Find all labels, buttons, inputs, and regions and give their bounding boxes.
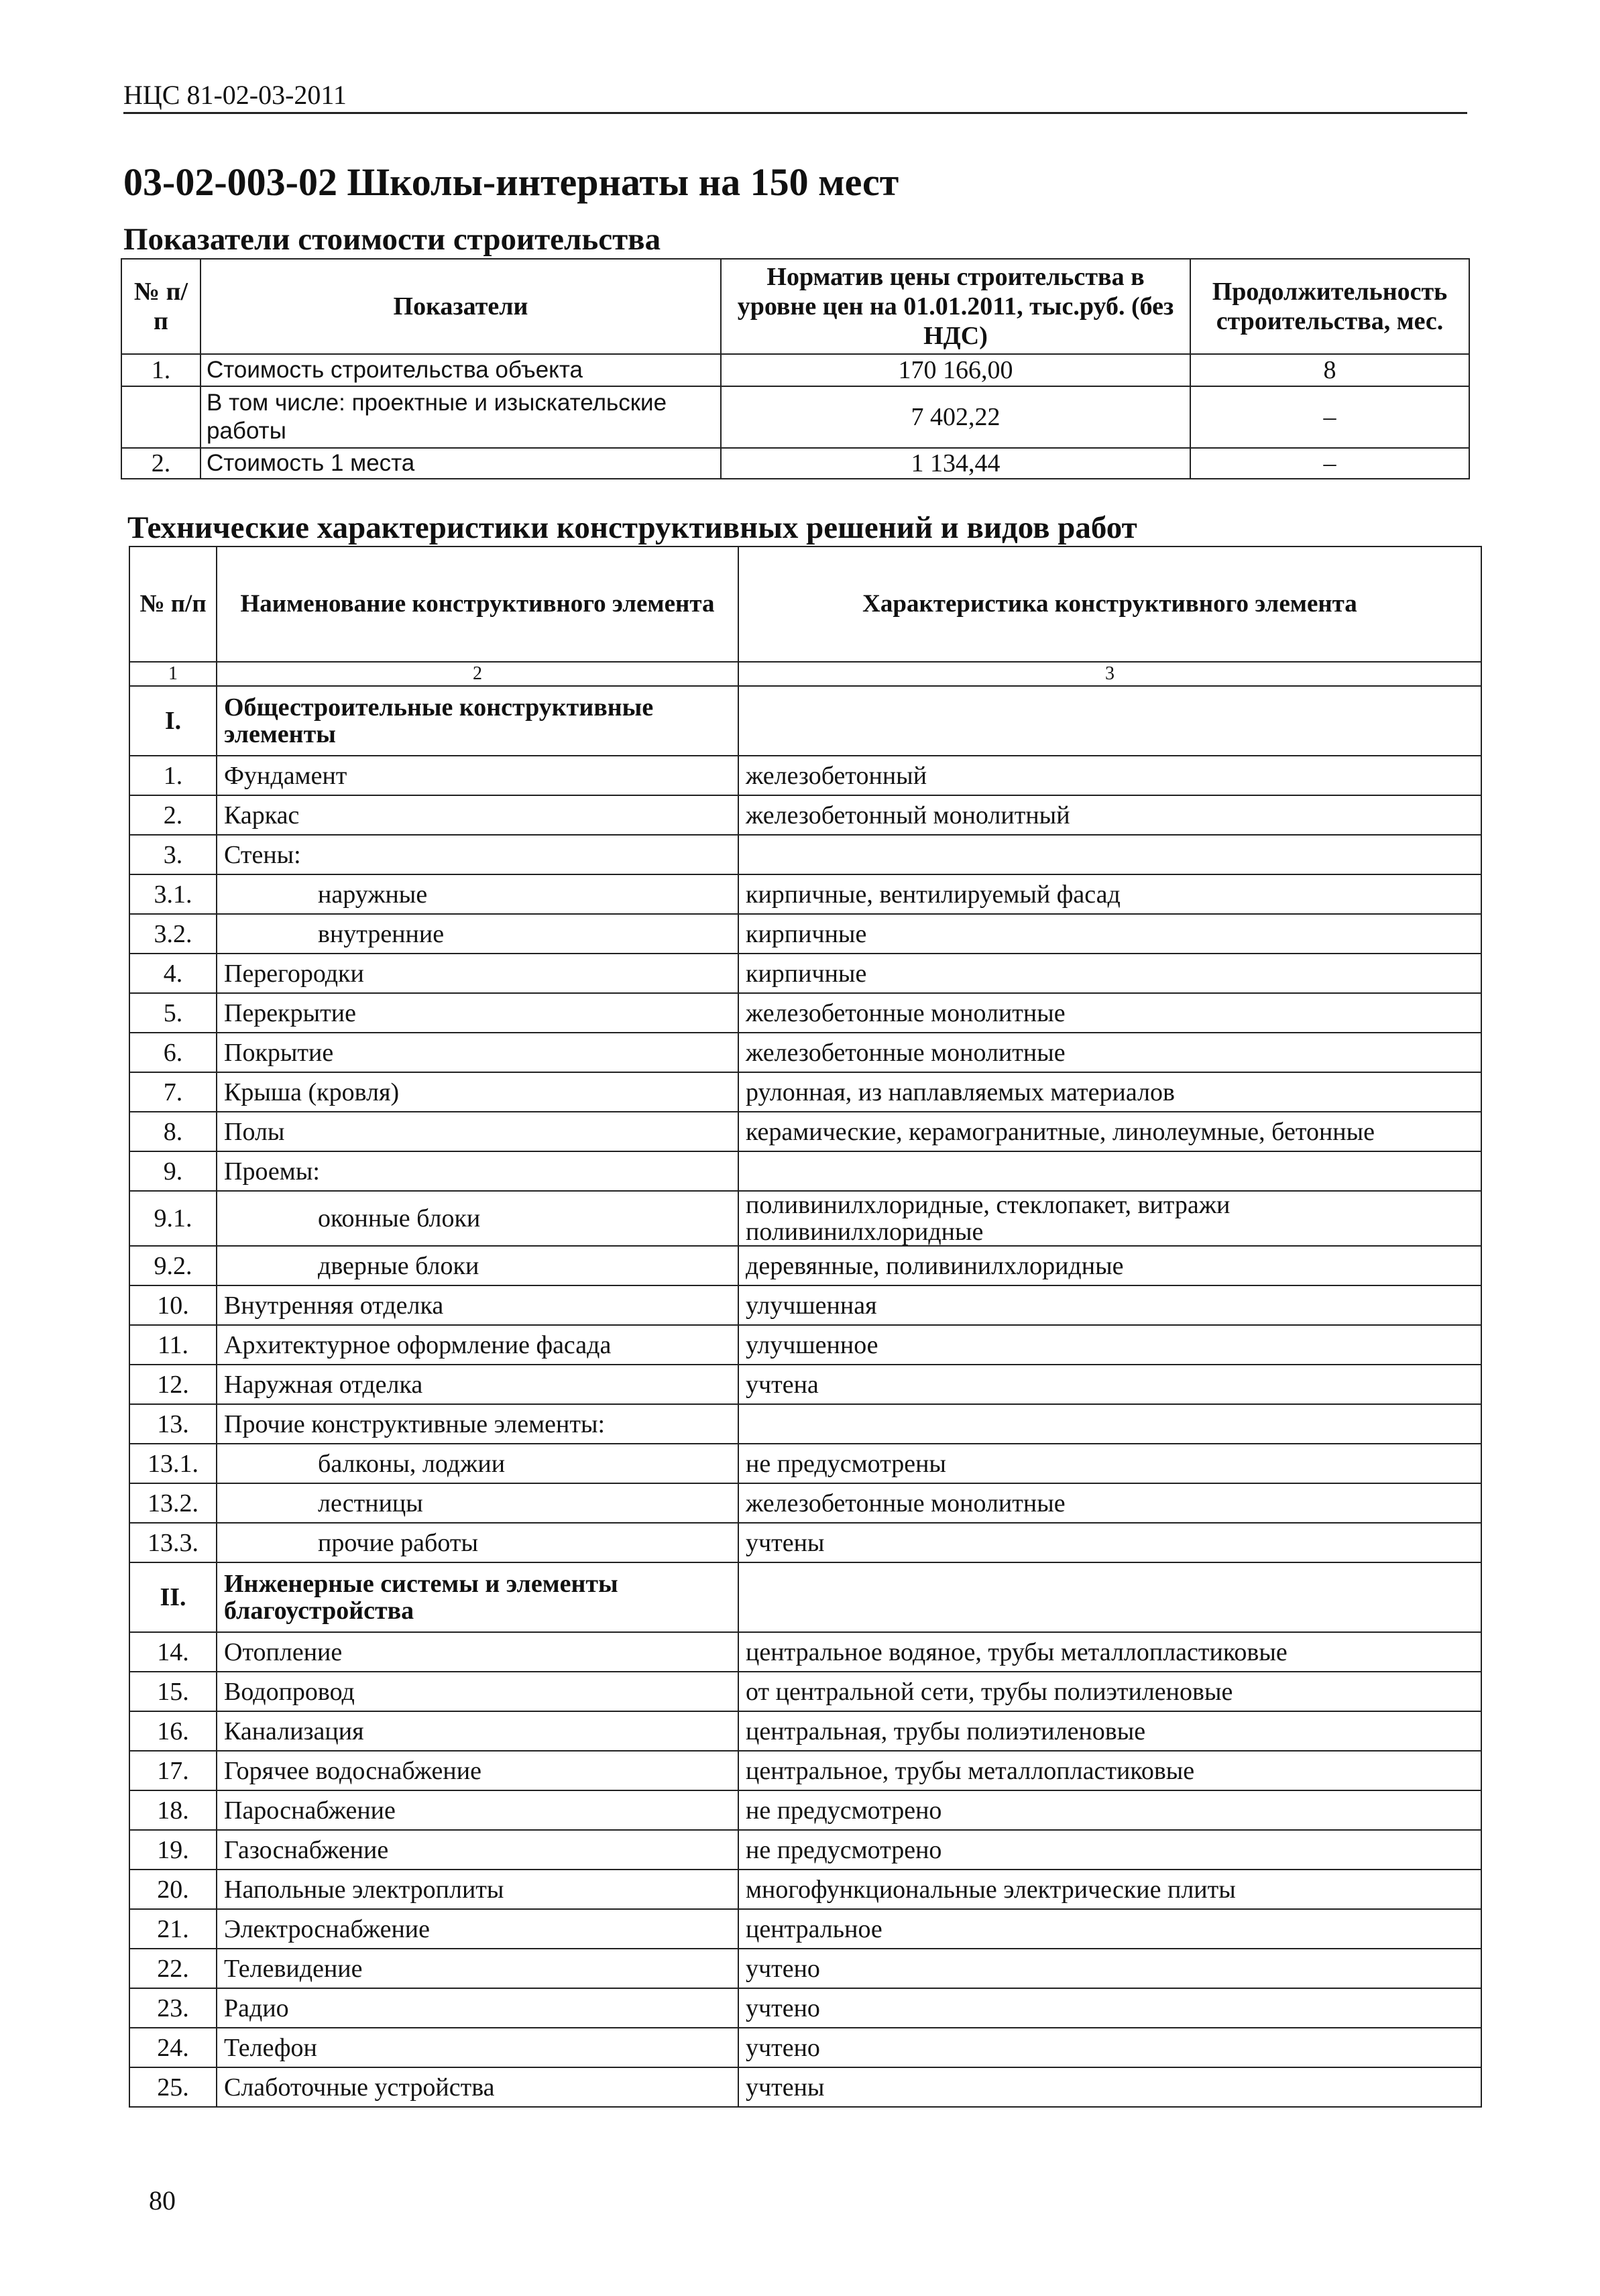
row-number: 13.1. bbox=[129, 1444, 217, 1483]
tech-col-name-header: Наименование конструктивного элемента bbox=[217, 547, 738, 662]
tech-table bbox=[129, 546, 1482, 2108]
table-row bbox=[129, 954, 1481, 993]
element-characteristic: учтена bbox=[738, 1365, 1481, 1404]
cost-table-row bbox=[121, 386, 1469, 448]
row-number: 22. bbox=[129, 1949, 217, 1988]
table-row bbox=[129, 1246, 1481, 1285]
row-number: II. bbox=[129, 1562, 217, 1632]
cost-section-title: Показатели стоимости строительства bbox=[123, 222, 661, 257]
table-row bbox=[129, 1444, 1481, 1483]
indicator-label: Стоимость 1 места bbox=[201, 448, 721, 479]
duration-value: – bbox=[1190, 448, 1469, 479]
element-characteristic bbox=[738, 686, 1481, 756]
table-row bbox=[129, 1483, 1481, 1523]
tech-col-num-header: № п/п bbox=[129, 547, 217, 662]
row-number: 8. bbox=[129, 1112, 217, 1151]
row-number: 1. bbox=[121, 354, 201, 386]
element-name: Водопровод bbox=[217, 1672, 738, 1711]
page-title: 03-02-003-02 Школы-интернаты на 150 мест bbox=[123, 160, 899, 204]
element-characteristic bbox=[738, 835, 1481, 874]
row-number: 10. bbox=[129, 1285, 217, 1325]
row-number: 13.3. bbox=[129, 1523, 217, 1562]
table-row bbox=[129, 2028, 1481, 2067]
table-row bbox=[129, 1632, 1481, 1672]
table-row bbox=[129, 1790, 1481, 1830]
element-characteristic: деревянные, поливинилхлоридные bbox=[738, 1246, 1481, 1285]
element-name: Канализация bbox=[217, 1711, 738, 1751]
column-number: 3 bbox=[738, 662, 1481, 686]
row-number: 18. bbox=[129, 1790, 217, 1830]
indicator-label: Стоимость строительства объекта bbox=[201, 354, 721, 386]
element-name: Телефон bbox=[217, 2028, 738, 2067]
element-name: лестницы bbox=[217, 1483, 738, 1523]
tech-column-numbers bbox=[129, 662, 1481, 686]
row-number: 5. bbox=[129, 993, 217, 1033]
row-number: 11. bbox=[129, 1325, 217, 1365]
element-name: Полы bbox=[217, 1112, 738, 1151]
element-characteristic: кирпичные, вентилируемый фасад bbox=[738, 874, 1481, 914]
element-name: Электроснабжение bbox=[217, 1909, 738, 1949]
row-number: 3.1. bbox=[129, 874, 217, 914]
row-number: 9. bbox=[129, 1151, 217, 1191]
element-characteristic: железобетонный монолитный bbox=[738, 795, 1481, 835]
table-row bbox=[129, 874, 1481, 914]
row-number: 24. bbox=[129, 2028, 217, 2067]
row-number: 3.2. bbox=[129, 914, 217, 954]
element-characteristic: учтены bbox=[738, 2067, 1481, 2107]
element-name: Покрытие bbox=[217, 1033, 738, 1072]
table-row bbox=[129, 1404, 1481, 1444]
element-characteristic: от центральной сети, трубы полиэтиленовые bbox=[738, 1672, 1481, 1711]
table-row bbox=[129, 1365, 1481, 1404]
cost-table bbox=[121, 258, 1470, 479]
cost-col-indicator-header: Показатели bbox=[201, 259, 721, 354]
row-number: 3. bbox=[129, 835, 217, 874]
table-row bbox=[129, 914, 1481, 954]
element-characteristic: поливинилхлоридные, стеклопакет, витражи поливинилхлоридные bbox=[738, 1191, 1481, 1246]
table-row bbox=[129, 1191, 1481, 1246]
row-number: I. bbox=[129, 686, 217, 756]
element-characteristic: кирпичные bbox=[738, 914, 1481, 954]
price-value: 1 134,44 bbox=[721, 448, 1190, 479]
cost-table-header bbox=[121, 259, 1469, 354]
element-name: Фундамент bbox=[217, 756, 738, 795]
row-number: 9.2. bbox=[129, 1246, 217, 1285]
element-name: Перегородки bbox=[217, 954, 738, 993]
element-name: Отопление bbox=[217, 1632, 738, 1672]
element-characteristic: железобетонные монолитные bbox=[738, 993, 1481, 1033]
table-row bbox=[129, 756, 1481, 795]
element-characteristic: центральное водяное, трубы металлопластиковые bbox=[738, 1632, 1481, 1672]
element-characteristic: улучшенное bbox=[738, 1325, 1481, 1365]
element-name: Наружная отделка bbox=[217, 1365, 738, 1404]
element-characteristic: керамические, керамогранитные, линолеумные, бетонные bbox=[738, 1112, 1481, 1151]
indicator-label: В том числе: проектные и изыскательские работы bbox=[201, 386, 721, 448]
element-characteristic: центральное, трубы металлопластиковые bbox=[738, 1751, 1481, 1790]
cost-col-num-header: № п/п bbox=[121, 259, 201, 354]
table-row bbox=[129, 1870, 1481, 1909]
page-number: 80 bbox=[149, 2185, 176, 2216]
row-number: 21. bbox=[129, 1909, 217, 1949]
element-name: Проемы: bbox=[217, 1151, 738, 1191]
row-number: 1. bbox=[129, 756, 217, 795]
table-row bbox=[129, 1988, 1481, 2028]
tech-section-title: Технические характеристики конструктивных решений и видов работ bbox=[127, 510, 1137, 545]
element-characteristic: учтено bbox=[738, 1949, 1481, 1988]
table-row bbox=[129, 1711, 1481, 1751]
element-name: Прочие конструктивные элементы: bbox=[217, 1404, 738, 1444]
cost-col-price-header: Норматив цены строительства в уровне цен на 01.01.2011, тыс.руб. (без НДС) bbox=[721, 259, 1190, 354]
element-characteristic: кирпичные bbox=[738, 954, 1481, 993]
row-number: 2. bbox=[129, 795, 217, 835]
element-characteristic: не предусмотрены bbox=[738, 1444, 1481, 1483]
row-number: 19. bbox=[129, 1830, 217, 1870]
table-row bbox=[129, 1909, 1481, 1949]
element-name: прочие работы bbox=[217, 1523, 738, 1562]
tech-table-header bbox=[129, 547, 1481, 662]
element-characteristic: улучшенная bbox=[738, 1285, 1481, 1325]
element-name: Стены: bbox=[217, 835, 738, 874]
element-name: Напольные электроплиты bbox=[217, 1870, 738, 1909]
element-name: Инженерные системы и элементы благоустройства bbox=[217, 1562, 738, 1632]
row-number: 14. bbox=[129, 1632, 217, 1672]
cost-col-duration-header: Продолжительность строительства, мес. bbox=[1190, 259, 1469, 354]
element-characteristic: учтено bbox=[738, 1988, 1481, 2028]
table-row bbox=[129, 1285, 1481, 1325]
price-value: 170 166,00 bbox=[721, 354, 1190, 386]
row-number: 4. bbox=[129, 954, 217, 993]
table-row bbox=[129, 1325, 1481, 1365]
element-characteristic: железобетонные монолитные bbox=[738, 1033, 1481, 1072]
element-characteristic: учтены bbox=[738, 1523, 1481, 1562]
element-characteristic: учтено bbox=[738, 2028, 1481, 2067]
table-row bbox=[129, 1523, 1481, 1562]
element-characteristic: железобетонные монолитные bbox=[738, 1483, 1481, 1523]
price-value: 7 402,22 bbox=[721, 386, 1190, 448]
row-number bbox=[121, 386, 201, 448]
element-characteristic: не предусмотрено bbox=[738, 1830, 1481, 1870]
table-row bbox=[129, 1033, 1481, 1072]
element-characteristic: не предусмотрено bbox=[738, 1790, 1481, 1830]
cost-table-row bbox=[121, 354, 1469, 386]
element-name: Архитектурное оформление фасада bbox=[217, 1325, 738, 1365]
element-name: Внутренняя отделка bbox=[217, 1285, 738, 1325]
row-number: 23. bbox=[129, 1988, 217, 2028]
column-number: 1 bbox=[129, 662, 217, 686]
element-characteristic: центральное bbox=[738, 1909, 1481, 1949]
element-name: внутренние bbox=[217, 914, 738, 954]
table-row bbox=[129, 993, 1481, 1033]
table-row bbox=[129, 1949, 1481, 1988]
element-name: оконные блоки bbox=[217, 1191, 738, 1246]
tech-col-desc-header: Характеристика конструктивного элемента bbox=[738, 547, 1481, 662]
element-name: Перекрытие bbox=[217, 993, 738, 1033]
header-rule bbox=[123, 112, 1467, 114]
element-characteristic bbox=[738, 1151, 1481, 1191]
element-name: Каркас bbox=[217, 795, 738, 835]
duration-value: 8 bbox=[1190, 354, 1469, 386]
document-code: НЦС 81-02-03-2011 bbox=[123, 80, 347, 110]
row-number: 20. bbox=[129, 1870, 217, 1909]
table-row bbox=[129, 1672, 1481, 1711]
table-row bbox=[129, 1151, 1481, 1191]
element-characteristic bbox=[738, 1404, 1481, 1444]
row-number: 15. bbox=[129, 1672, 217, 1711]
row-number: 7. bbox=[129, 1072, 217, 1112]
element-characteristic: железобетонный bbox=[738, 756, 1481, 795]
element-characteristic: многофункциональные электрические плиты bbox=[738, 1870, 1481, 1909]
element-name: Телевидение bbox=[217, 1949, 738, 1988]
row-number: 13.2. bbox=[129, 1483, 217, 1523]
table-row bbox=[129, 1830, 1481, 1870]
table-row bbox=[129, 835, 1481, 874]
element-characteristic: рулонная, из наплавляемых материалов bbox=[738, 1072, 1481, 1112]
element-name: Общестроительные конструктивные элементы bbox=[217, 686, 738, 756]
element-name: дверные блоки bbox=[217, 1246, 738, 1285]
element-name: Слаботочные устройства bbox=[217, 2067, 738, 2107]
element-name: Пароснабжение bbox=[217, 1790, 738, 1830]
element-characteristic bbox=[738, 1562, 1481, 1632]
table-row bbox=[129, 2067, 1481, 2107]
duration-value: – bbox=[1190, 386, 1469, 448]
element-name: Крыша (кровля) bbox=[217, 1072, 738, 1112]
section-group-row bbox=[129, 1562, 1481, 1632]
table-row bbox=[129, 1751, 1481, 1790]
row-number: 16. bbox=[129, 1711, 217, 1751]
element-name: Радио bbox=[217, 1988, 738, 2028]
element-name: Горячее водоснабжение bbox=[217, 1751, 738, 1790]
table-row bbox=[129, 1072, 1481, 1112]
element-name: балконы, лоджии bbox=[217, 1444, 738, 1483]
row-number: 2. bbox=[121, 448, 201, 479]
element-name: Газоснабжение bbox=[217, 1830, 738, 1870]
section-group-row bbox=[129, 686, 1481, 756]
element-name: наружные bbox=[217, 874, 738, 914]
row-number: 13. bbox=[129, 1404, 217, 1444]
row-number: 6. bbox=[129, 1033, 217, 1072]
table-row bbox=[129, 1112, 1481, 1151]
cost-table-row bbox=[121, 448, 1469, 479]
element-characteristic: центральная, трубы полиэтиленовые bbox=[738, 1711, 1481, 1751]
row-number: 25. bbox=[129, 2067, 217, 2107]
table-row bbox=[129, 795, 1481, 835]
column-number: 2 bbox=[217, 662, 738, 686]
row-number: 17. bbox=[129, 1751, 217, 1790]
row-number: 9.1. bbox=[129, 1191, 217, 1246]
row-number: 12. bbox=[129, 1365, 217, 1404]
